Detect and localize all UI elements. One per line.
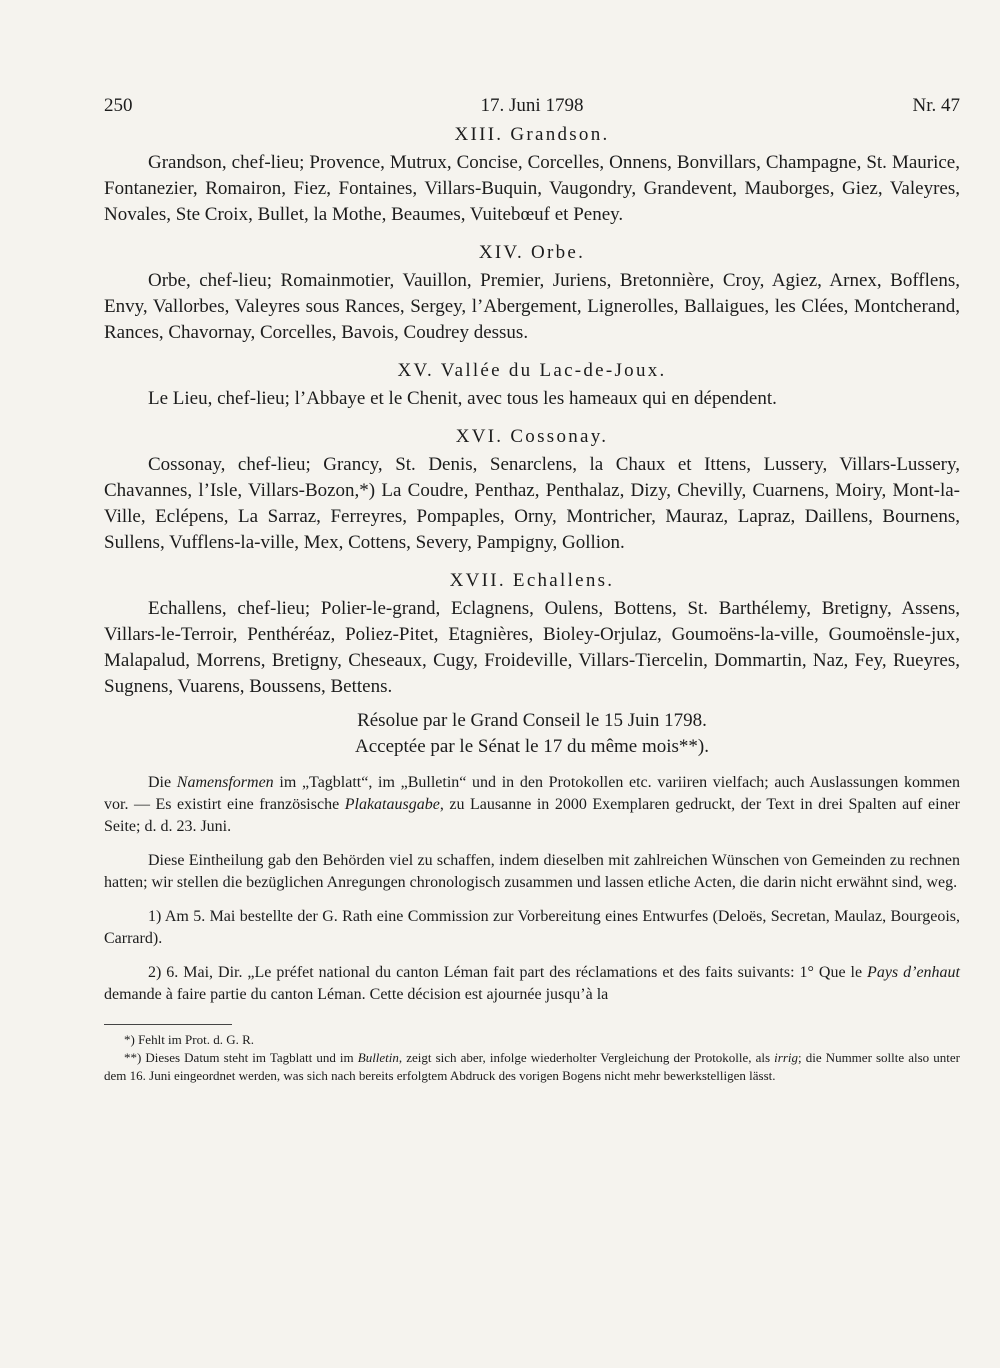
footnote-divider	[104, 1024, 232, 1025]
section-text: Echallens, chef-lieu; Polier-le-grand, Eclagnens, Oulens, Bottens, St. Barthélemy, Bretigny, Assens, Villars-le-Terroir, Penthéréaz, Poliez-Pitet, Etagnières, Bioley-Orjulaz, Goumoëns-la-ville, Goumoënsle-jux, Malapalud, Morrens, Bretigny, Cheseaux, Cugy, Froideville, Villars-Tiercelin, Dommartin, Naz, Fey, Rueyres, Sugnens, Vuarens, Boussens, Bettens.	[104, 598, 960, 697]
section-text: Le Lieu, chef-lieu; l’Abbaye et le Chenit, avec tous les hameaux qui en dépendent.	[148, 388, 777, 409]
note-text: Die	[148, 774, 177, 791]
section-title: XVII. Echallens.	[449, 570, 615, 591]
document-number: Nr. 47	[912, 95, 960, 116]
section-title: XVI. Cossonay.	[455, 426, 609, 447]
section-title: XIII. Grandson.	[454, 124, 610, 145]
section-vallee-du-lac-de-joux	[104, 360, 960, 412]
note-emphasis: Plakatausgabe	[344, 796, 440, 813]
editorial-note	[104, 772, 960, 838]
editorial-note	[104, 962, 960, 1006]
footnote-emphasis: Bulletin	[357, 1050, 399, 1065]
section-title: XIV. Orbe.	[478, 242, 586, 263]
note-text: , zu Lausanne in 2000 Exemplaren gedruckt, der Text in drei Spalten auf einer Seite; d. d. 23. Juni.	[104, 796, 961, 835]
editorial-note: Diese Eintheilung gab den Behörden viel zu schaffen, indem dieselben mit zahlreichen Wünschen von Gemeinden zu rechnen hatten; wir stellen die bezüglichen Anregungen chronologisch zusammen und lassen etliche Acten, die darin nicht erwähnt sind, weg.	[104, 852, 960, 891]
resolution-block	[104, 708, 960, 760]
editorial-note: 1) Am 5. Mai bestellte der G. Rath eine Commission zur Vorbereitung eines Entwurfes (Deloës, Secretan, Maulaz, Bourgeois, Carrard).	[104, 908, 960, 947]
section-cossonay	[104, 426, 960, 556]
page-header	[104, 90, 960, 122]
footnote-text: , zeigt sich aber, infolge wiederholter Vergleichung der Protokolle, als	[398, 1050, 775, 1065]
footnote-emphasis: irrig	[774, 1050, 799, 1065]
note-emphasis: Namensformen	[176, 774, 274, 791]
footnote-text: ; die Nummer sollte also unter dem 16. Juni eingeordnet werden, was sich nach bereits erfolgtem Abdruck des vorigen Bogens nicht mehr bewerkstelligen lässt.	[104, 1050, 960, 1083]
section-echallens	[104, 570, 960, 700]
resolution-line: Résolue par le Grand Conseil le 15 Juin 1798.	[357, 710, 707, 731]
note-text: demande à faire partie du canton Léman. Cette décision est ajournée jusqu’à la	[104, 986, 609, 1003]
page-number: 250	[104, 95, 133, 116]
note-text: im „Tagblatt“, im „Bulletin“ und in den Protokollen etc. variiren vielfach; auch Auslassungen kommen vor. — Es existirt eine französische	[104, 774, 960, 813]
section-grandson	[104, 124, 960, 228]
section-title: XV. Vallée du Lac-de-Joux.	[397, 360, 667, 381]
section-text: Grandson, chef-lieu; Provence, Mutrux, Concise, Corcelles, Onnens, Bonvillars, Champagne, St. Maurice, Fontanezier, Romairon, Fiez, Fontaines, Villars-Buquin, Vaugondry, Grandevent, Mauborges, Giez, Valeyres, Novales, Ste Croix, Bullet, la Mothe, Beaumes, Vuitebœuf et Peney.	[104, 152, 960, 225]
note-text: 2) 6. Mai, Dir. „Le préfet national du canton Léman fait part des réclamations et des faits suivants: 1° Que le	[148, 964, 868, 981]
section-text: Orbe, chef-lieu; Romainmotier, Vauillon, Premier, Juriens, Bretonnière, Croy, Agiez, Arnex, Bofflens, Envy, Vallorbes, Valeyres sous Rances, Sergey, l’Abergement, Lignerolles, Ballaigues, les Clées, Montcherand, Rances, Chavornay, Corcelles, Bavois, Coudrey dessus.	[104, 270, 960, 343]
document-page	[104, 90, 960, 1085]
footnote	[104, 1049, 960, 1085]
footnote: *) Fehlt im Prot. d. G. R.	[124, 1032, 255, 1047]
acceptance-line: Acceptée par le Sénat le 17 du même mois**).	[354, 736, 709, 757]
note-emphasis: Pays d’enhaut	[867, 964, 960, 981]
footnote-text: **) Dieses Datum steht im Tagblatt und im	[124, 1050, 358, 1065]
section-text: Cossonay, chef-lieu; Grancy, St. Denis, Senarclens, la Chaux et Ittens, Lussery, Villars-Lussery, Chavannes, l’Isle, Villars-Bozon,*) La Coudre, Penthaz, Penthalaz, Dizy, Chevilly, Cuarnens, Moiry, Mont-la-Ville, Eclépens, La Sarraz, Ferreyres, Pompaples, Orny, Montricher, Mauraz, Lapraz, Daillens, Bournens, Sullens, Vufflens-la-ville, Mex, Cottens, Severy, Pampigny, Gollion.	[104, 454, 960, 553]
section-orbe	[104, 242, 960, 346]
header-date: 17. Juni 1798	[480, 95, 584, 116]
